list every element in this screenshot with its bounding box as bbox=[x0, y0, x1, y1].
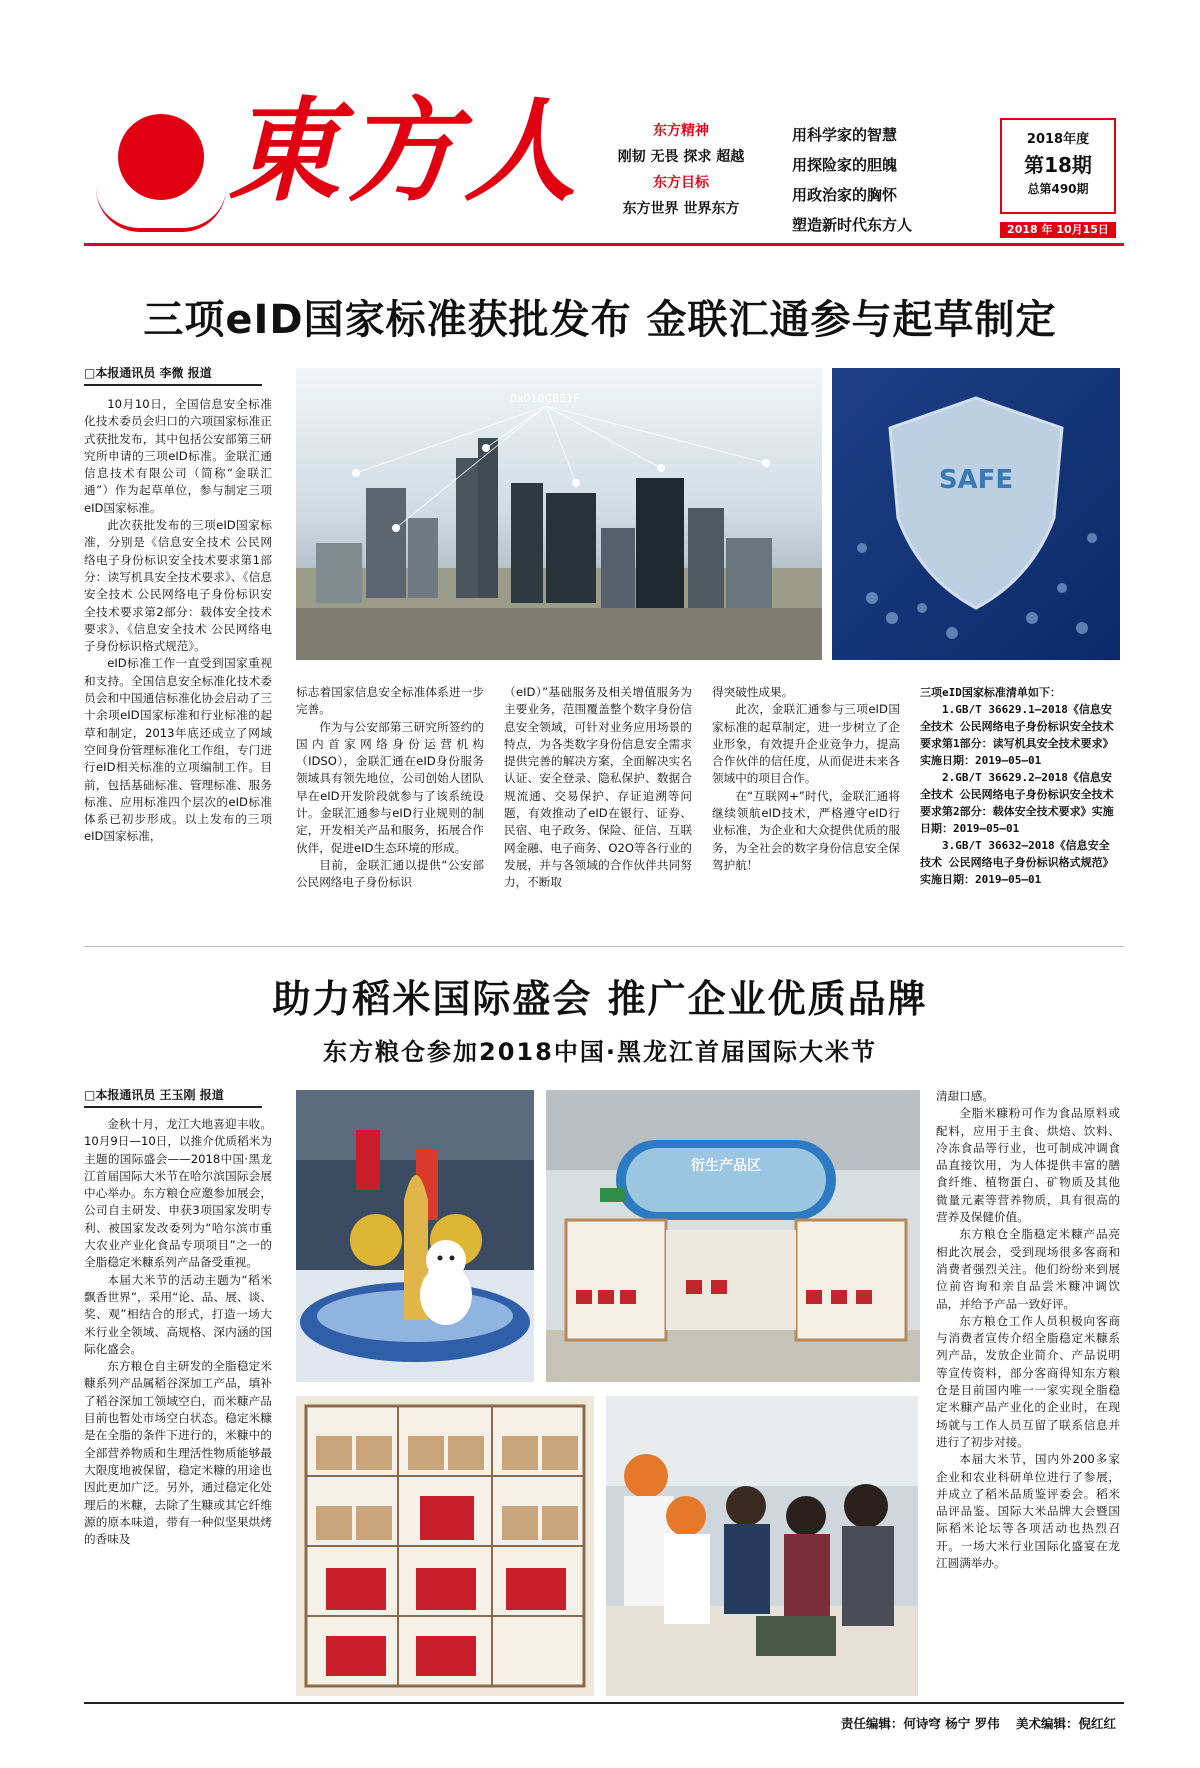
paragraph: 东方粮仓工作人员积极向客商与消费者宣传介绍全脂稳定米糠系列产品，发放企业简介、产品说明等宣传资料，部分客商得知东方粮仓是目前国内唯一一家实现全脂稳定米糠产品产业化的企业时，在现场就与工作人员互留了联系信息并进行了初步对接。 bbox=[936, 1313, 1120, 1449]
paragraph: 得突破性成果。 bbox=[712, 685, 794, 699]
article-eid-col2 bbox=[296, 684, 484, 892]
motto-block bbox=[606, 118, 756, 222]
editors-label: 责任编辑： bbox=[840, 1716, 904, 1731]
standards-title: 三项eID国家标准清单如下： bbox=[920, 686, 1061, 699]
logo-arc-icon bbox=[96, 188, 226, 232]
paragraph: 东方粮仓全脂稳定米糠产品亮相此次展会，受到现场很多客商和消费者强烈关注。他们纷纷来到展位前咨询和亲自品尝米糠冲调饮品，并给予产品一致好评。 bbox=[936, 1227, 1120, 1311]
safe-shield-image bbox=[832, 368, 1120, 660]
paragraph: 10月10日，全国信息安全标准化技术委员会归口的六项国家标准正式获批发布，其中包括公安部第三研究所申请的三项eID标准。金联汇通信息技术有限公司（简称“金联汇通”）作为起草单位，参与制定三项eID国家标准。 bbox=[84, 397, 272, 515]
standards-list bbox=[920, 684, 1120, 888]
paragraph: （eID）”基础服务及相关增值服务为主要业务，范围覆盖整个数字身份信息安全领域，可针对业务应用场景的特点，为各类数字身份信息安全需求提供完善的解决方案，全面解决实名认证、安全登录、隐私保护、数据合规流通、交易保护、存证追溯等问题，有效推动了eID在银行、证券、民宿、电子政务、保险、征信、互联网金融、电子商务、O2O等各行业的发展，并与各领域的合作伙伴共同努力，不断取 bbox=[504, 685, 692, 890]
paragraph: 金秋十月，龙江大地喜迎丰收。10月9日—10日，以推介优质稻米为主题的国际盛会——2018中国·黑龙江首届国际大米节在哈尔滨国际会展中心举办。东方粮仓应邀参加展会，公司自主研发、申获3项国家发明专利、被国家发改委列为“哈尔滨市重大农业产业化食品专项项目”之一的全脂稳定米糠系列产品备受重视。 bbox=[84, 1117, 272, 1270]
paragraph: 作为与公安部第三研究所签约的国内首家网络身份运营机构（IDSO），金联汇通在eID身份服务领域具有领先地位，公司创始人团队早在eID开发阶段就参与了该系统设计。金联汇通参与eID行业规则的制定，开发相关产品和服务，拓展合作伙伴，促进eID生态环境的形成。 bbox=[296, 719, 484, 855]
editor-credits bbox=[829, 1714, 1116, 1732]
rice-display-image bbox=[296, 1090, 534, 1382]
tasting-event-photo bbox=[606, 1396, 918, 1696]
issue-box bbox=[1000, 118, 1116, 214]
city-skyline-photo bbox=[296, 368, 822, 660]
article-rice-subheadline: 东方粮仓参加2018中国·黑龙江首届国际大米节 bbox=[323, 1038, 877, 1066]
motto-spirit-text: 刚韧 无畏 探求 超越 bbox=[617, 149, 745, 165]
article-rice-col1 bbox=[84, 1116, 272, 1548]
standard-item: 1.GB/T 36629.1—2018《信息安全技术 公民网络电子身份标识安全技术要求第1部分：读写机具安全技术要求》实施日期：2019—05—01 bbox=[920, 703, 1114, 767]
slogan-line: 塑造新时代东方人 bbox=[792, 216, 913, 234]
article-rice-byline: □本报通讯员 王玉刚 报道 bbox=[84, 1086, 262, 1108]
motto-goal-text: 东方世界 世界东方 bbox=[622, 201, 740, 217]
paragraph: 此次获批发布的三项eID国家标准，分别是《信息安全技术 公民网络电子身份标识安全技术要求第1部分：读写机具安全技术要求》、《信息安全技术 公民网络电子身份标识安全技术要求第2部分：载体安全技术要求》、《信息安全技术 公民网络电子身份标识格式规范》。 bbox=[84, 518, 272, 654]
article-eid-headline: 三项eID国家标准获批发布 金联汇通参与起草制定 bbox=[143, 297, 1057, 343]
paragraph: 本届大米节，国内外200多家企业和农业科研单位进行了参展，并成立了稻米品质鉴评委会。稻米品评品鉴、国际大米品牌大会暨国际稻米论坛等各项活动也热烈召开。一场大米行业国际化盛宴在龙江圆满举办。 bbox=[936, 1452, 1120, 1571]
tasting-image bbox=[606, 1396, 918, 1696]
booth-image bbox=[546, 1090, 920, 1382]
art-editor-name: 倪红红 bbox=[1078, 1716, 1116, 1731]
city-skyline-image bbox=[296, 368, 822, 660]
slogan-line: 用科学家的智慧 bbox=[792, 126, 898, 144]
section-divider bbox=[84, 946, 1124, 947]
paragraph: eID标准工作一直受到国家重视和支持。全国信息安全标准化技术委员会和中国通信标准化协会启动了三十余项eID国家标准和行业标准的起草和制定，2013年底还成立了网域空间身份管理标准化工作组，专门进行eID相关标准的立项编制工作。目前，包括基础标准、管理标准、服务标准、应用标准四个层次的eID标准体系已初步形成。以上发布的三项eID国家标准， bbox=[84, 656, 272, 844]
article-eid-col4 bbox=[712, 684, 900, 874]
shelves-image bbox=[296, 1396, 594, 1696]
issue-total: 总第490期 bbox=[1027, 182, 1089, 196]
article-rice-headline: 助力稻米国际盛会 推广企业优质品牌 bbox=[272, 977, 928, 1021]
paragraph: 在“互联网+”时代，金联汇通将继续领航eID技术，严格遵守eID行业标准，为企业和大众提供优质的服务，为全社会的数字身份信息安全保驾护航！ bbox=[712, 788, 900, 872]
slogan-line: 用政治家的胸怀 bbox=[792, 186, 898, 204]
paragraph: 本届大米节的活动主题为“稻米飘香世界”，采用“论、品、展、谈、奖、观”相结合的形式，打造一场大米行业全领域、高规格、深内涵的国际化盛会。 bbox=[84, 1272, 272, 1356]
article-eid-col3 bbox=[504, 684, 692, 892]
paragraph: 此次，金联汇通参与三项eID国家标准的起草制定，进一步树立了企业形象，有效提升企业竞争力，提高合作伙伴的信任度，从而促进未来各领域中的项目合作。 bbox=[712, 702, 900, 786]
paragraph: 标志着国家信息安全标准体系进一步完善。 bbox=[296, 685, 484, 717]
safe-shield-photo bbox=[832, 368, 1120, 660]
booth-sign-text: 衍生产品区 bbox=[691, 1158, 761, 1174]
paragraph: 清甜口感。 bbox=[936, 1089, 994, 1103]
motto-goal-label: 东方目标 bbox=[653, 175, 709, 191]
art-editor-label: 美术编辑： bbox=[1015, 1716, 1079, 1731]
issue-number: 第18期 bbox=[1024, 153, 1092, 177]
standard-item: 2.GB/T 36629.2—2018《信息安全技术 公民网络电子身份标识安全技术要求第2部分：载体安全技术要求》实施日期：2019—05—01 bbox=[920, 771, 1114, 835]
standard-item: 3.GB/T 36632—2018《信息安全技术 公民网络电子身份标识格式规范》实施日期：2019—05—01 bbox=[920, 839, 1114, 886]
masthead-title: 東方人 bbox=[228, 86, 582, 217]
paragraph: 目前，金联汇通以提供“公安部公民网络电子身份标识 bbox=[296, 857, 484, 890]
article-eid-byline: □本报通讯员 李微 报道 bbox=[84, 364, 262, 386]
rice-festival-display-photo bbox=[296, 1090, 534, 1382]
exhibition-booth-photo bbox=[546, 1090, 920, 1382]
article-eid-col1 bbox=[84, 396, 272, 846]
slogan-line: 用探险家的胆魄 bbox=[792, 156, 898, 174]
footer-rule bbox=[84, 1702, 1124, 1704]
paragraph: 全脂米糠粉可作为食品原料或配料，应用于主食、烘焙、饮料、冷冻食品等行业，也可制成冲调食品直接饮用，为人体提供丰富的膳食纤维、植物蛋白、矿物质及其他微量元素等营养物质，具有很高的营养及保健价值。 bbox=[936, 1106, 1120, 1225]
motto-spirit-label: 东方精神 bbox=[653, 123, 709, 139]
masthead-rule bbox=[84, 243, 1124, 246]
editors-names: 何诗穹 杨宁 罗伟 bbox=[903, 1716, 1000, 1731]
paragraph: 东方粮仓自主研发的全脂稳定米糠系列产品属稻谷深加工产品，填补了稻谷深加工领域空白，而米糠产品目前也暂处市场空白状态。稳定米糠是在全脂的条件下进行的，米糠中的全部营养物质和生理活性物质能够最大限度地被保留，稳定米糠的用途也因此更加广泛。另外，通过稳定化处理后的米糠，去除了生糠或其它纤维源的原本味道，带有一种似坚果烘烤的香味及 bbox=[84, 1359, 272, 1547]
product-shelves-photo bbox=[296, 1396, 594, 1696]
article-rice-col2 bbox=[936, 1088, 1120, 1572]
issue-date: 2018 年 10月15日 bbox=[1000, 222, 1116, 238]
safe-label: SAFE bbox=[938, 465, 1014, 495]
issue-year: 2018年度 bbox=[1026, 132, 1090, 147]
slogans bbox=[792, 120, 912, 240]
city-photo-label: 0x010C851F bbox=[510, 392, 580, 405]
